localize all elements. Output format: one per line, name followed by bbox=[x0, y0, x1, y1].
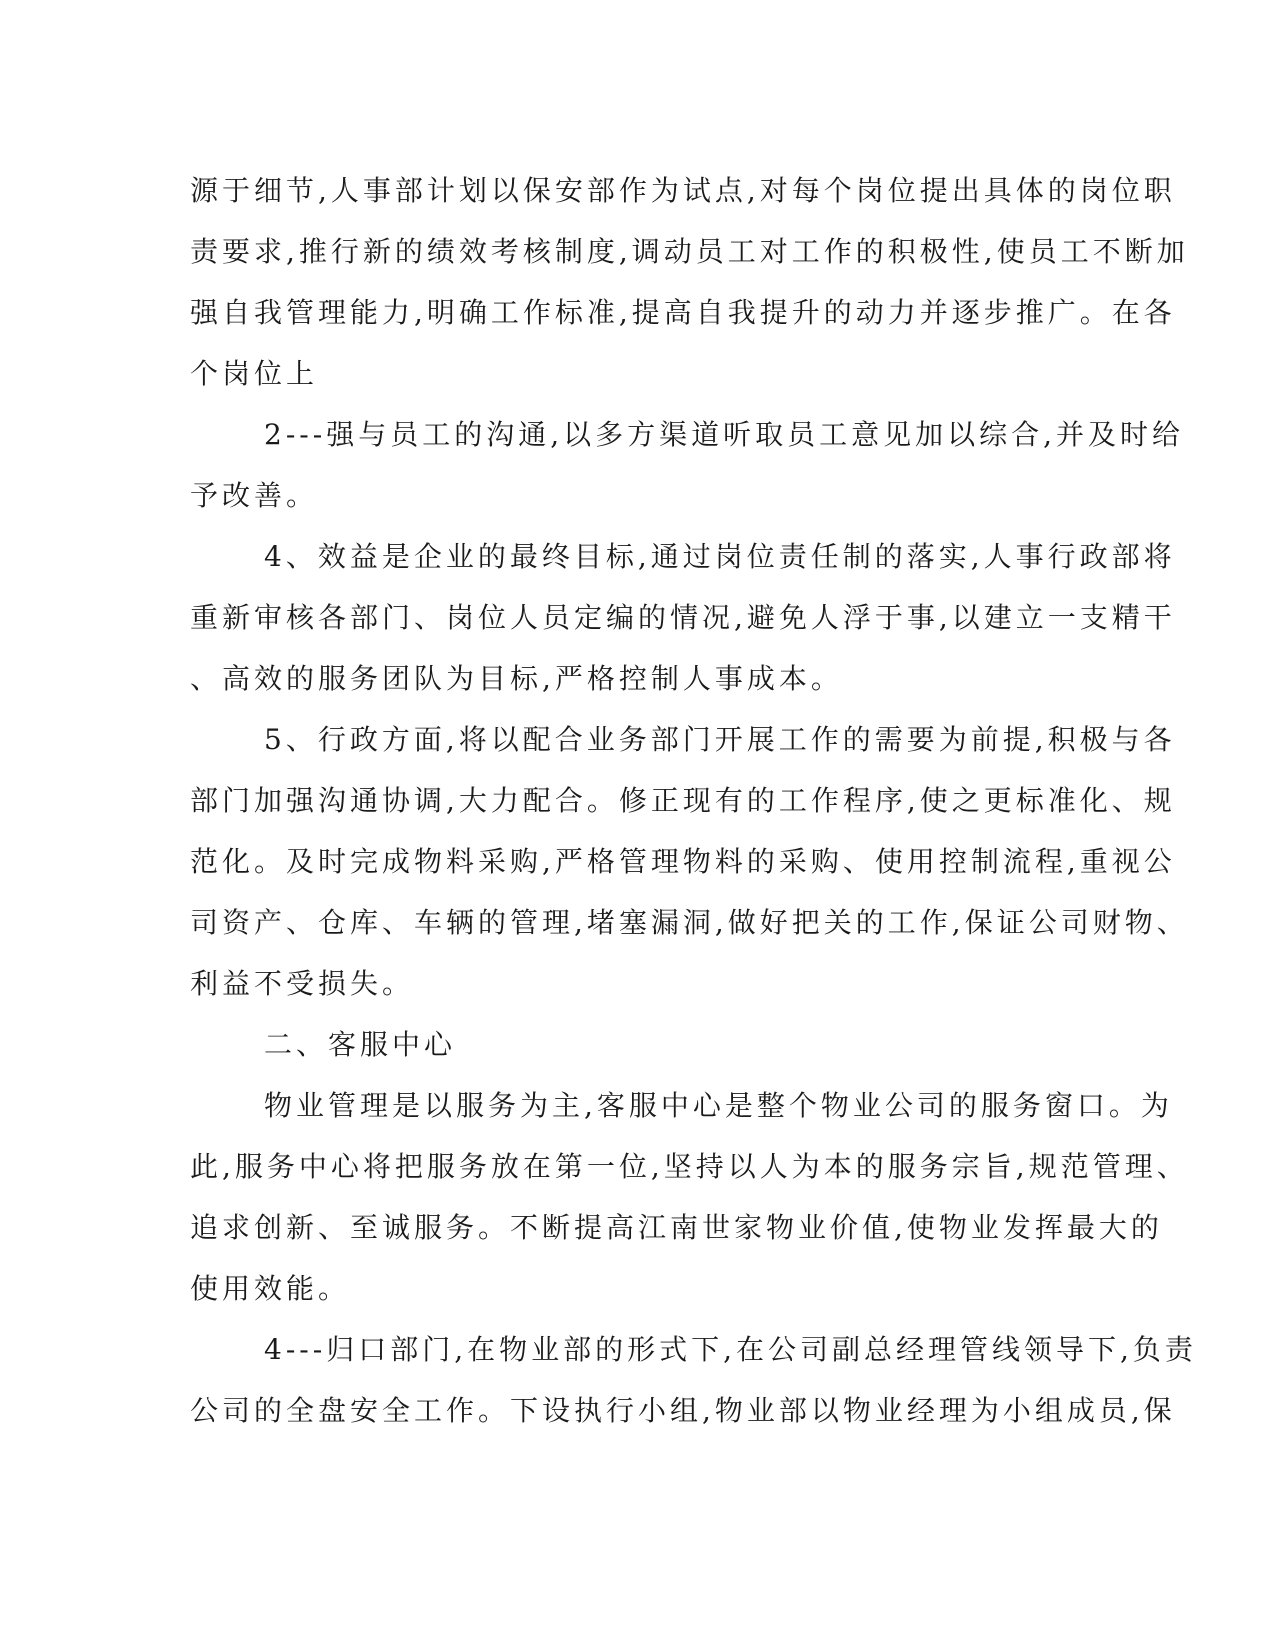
paragraph-1 bbox=[190, 160, 1189, 404]
text-line: 司资产、仓库、车辆的管理,堵塞漏洞,做好把关的工作,保证公司财物、 bbox=[190, 906, 1189, 939]
paragraph-5 bbox=[190, 1075, 1189, 1319]
text-line: 4、效益是企业的最终目标,通过岗位责任制的落实,人事行政部将 bbox=[264, 540, 1176, 573]
text-line: 个岗位上 bbox=[190, 357, 319, 390]
text-line: 公司的全盘安全工作。下设执行小组,物业部以物业经理为小组成员,保 bbox=[190, 1394, 1176, 1427]
paragraph-6 bbox=[190, 1319, 1197, 1441]
text-line: 予改善。 bbox=[190, 479, 319, 512]
text-line: 重新审核各部门、岗位人员定编的情况,避免人浮于事,以建立一支精干 bbox=[190, 601, 1176, 634]
text-line: 4---归口部门,在物业部的形式下,在公司副总经理管线领导下,负责 bbox=[264, 1333, 1197, 1366]
text-line: 追求创新、至诚服务。不断提高江南世家物业价值,使物业发挥最大的 bbox=[190, 1211, 1163, 1244]
paragraph-3 bbox=[190, 526, 1176, 709]
section-heading-text: 二、客服中心 bbox=[264, 1028, 457, 1061]
document-body bbox=[190, 160, 1197, 1441]
section-heading-customer-service bbox=[190, 1014, 1080, 1075]
text-line: 5、行政方面,将以配合业务部门开展工作的需要为前提,积极与各 bbox=[264, 723, 1176, 756]
paragraph-4 bbox=[190, 709, 1189, 1014]
paragraph-2 bbox=[190, 404, 1185, 526]
text-line: 此,服务中心将把服务放在第一位,坚持以人为本的服务宗旨,规范管理、 bbox=[190, 1150, 1189, 1183]
text-line: 、高效的服务团队为目标,严格控制人事成本。 bbox=[190, 662, 843, 695]
text-line: 2---强与员工的沟通,以多方渠道听取员工意见加以综合,并及时给 bbox=[264, 418, 1185, 451]
text-line: 使用效能。 bbox=[190, 1272, 351, 1305]
text-line: 源于细节,人事部计划以保安部作为试点,对每个岗位提出具体的岗位职 bbox=[190, 174, 1176, 207]
text-line: 强自我管理能力,明确工作标准,提高自我提升的动力并逐步推广。在各 bbox=[190, 296, 1176, 329]
text-line: 部门加强沟通协调,大力配合。修正现有的工作程序,使之更标准化、规 bbox=[190, 784, 1176, 817]
text-line: 利益不受损失。 bbox=[190, 967, 415, 1000]
text-line: 责要求,推行新的绩效考核制度,调动员工对工作的积极性,使员工不断加 bbox=[190, 235, 1189, 268]
text-line: 范化。及时完成物料采购,严格管理物料的采购、使用控制流程,重视公 bbox=[190, 845, 1176, 878]
text-line: 物业管理是以服务为主,客服中心是整个物业公司的服务窗口。为 bbox=[264, 1089, 1173, 1122]
